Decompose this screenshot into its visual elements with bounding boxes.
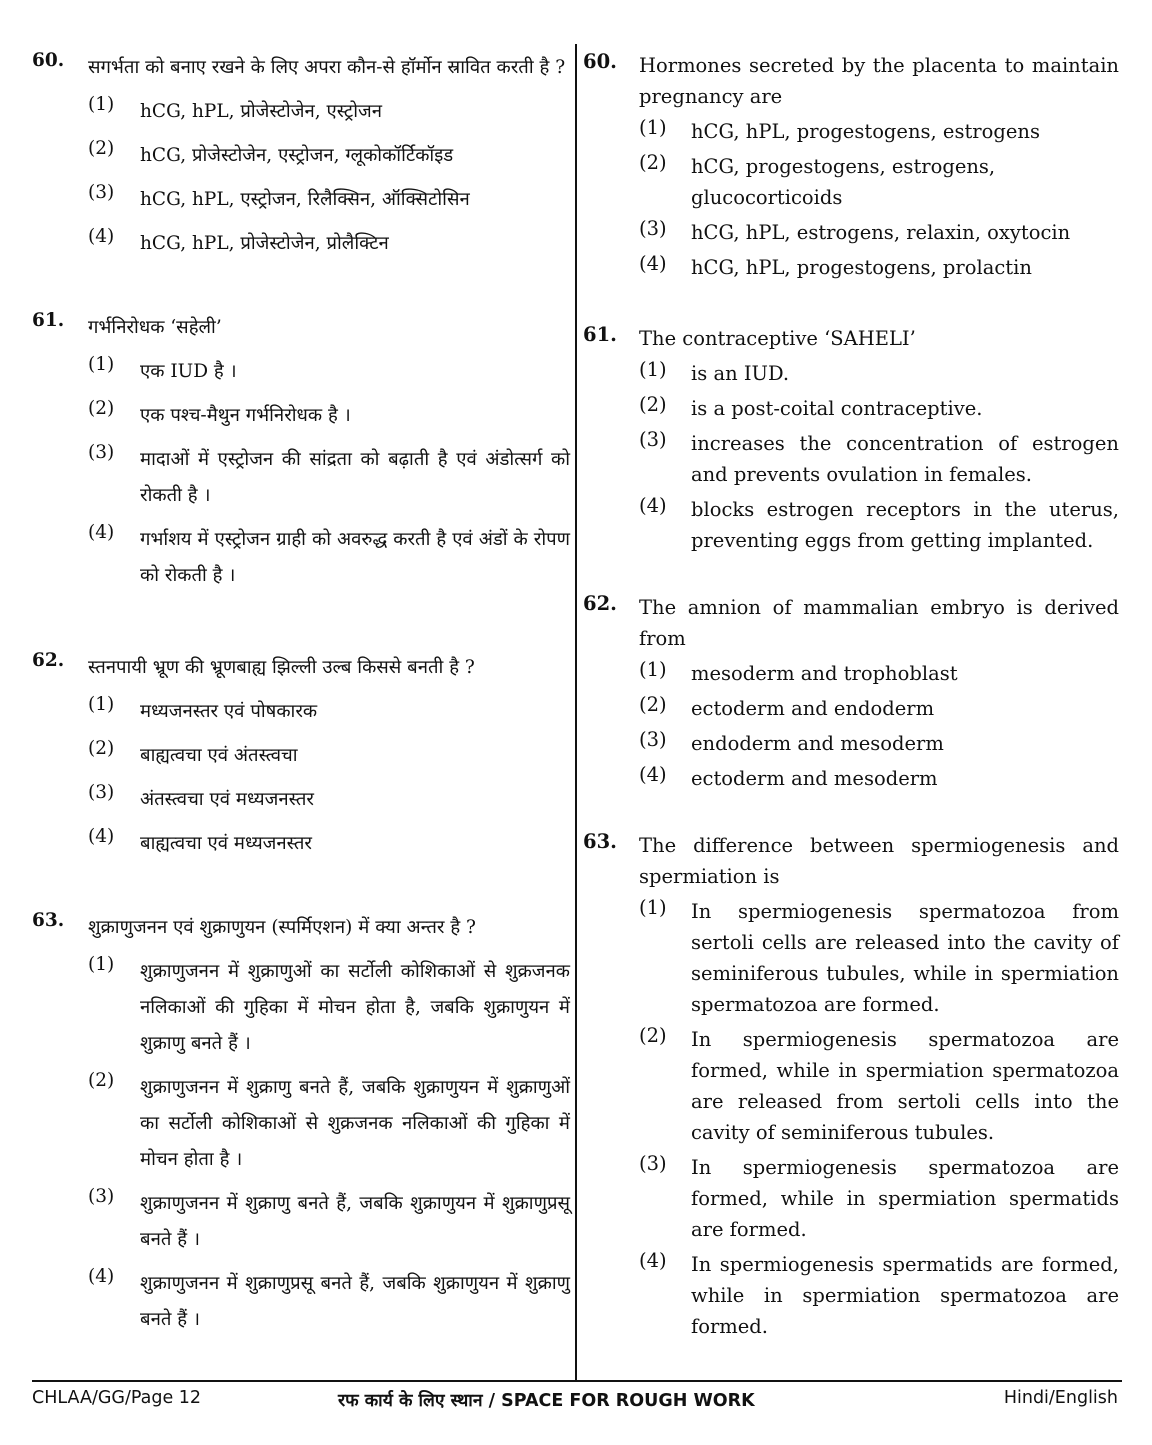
option-label: (2) <box>88 138 115 159</box>
option-3 <box>88 442 570 514</box>
question-number: 61. <box>583 323 617 346</box>
question-text: The amnion of mammalian embryo is derived from <box>639 596 1119 650</box>
language-label: Hindi/English <box>1003 1388 1118 1408</box>
question-text: गर्भनिरोधक ‘सहेली’ <box>88 317 222 338</box>
option-text: शुक्राणुजनन में शुक्राणुप्रसू बनते हैं, जबकि शुक्राणुयन में शुक्राणु बनते हैं । <box>140 1273 570 1330</box>
option-label: (1) <box>88 354 115 375</box>
option-2 <box>639 693 1119 724</box>
option-3 <box>639 1152 1119 1245</box>
option-text: एक IUD है । <box>140 361 237 382</box>
option-4 <box>639 252 1119 283</box>
option-text: is an IUD. <box>691 362 790 385</box>
option-text: increases the concentration of estrogen and prevents ovulation in females. <box>691 432 1119 486</box>
option-label: (4) <box>639 252 667 275</box>
option-label: (3) <box>88 442 115 463</box>
question-text: शुक्राणुजनन एवं शुक्राणुयन (स्पर्मिएशन) में क्या अन्तर है ? <box>88 917 476 938</box>
option-label: (1) <box>639 116 667 139</box>
option-text: hCG, hPL, progestogens, prolactin <box>691 256 1032 279</box>
option-2 <box>639 1024 1119 1148</box>
option-label: (2) <box>639 1024 667 1047</box>
option-text: गर्भाशय में एस्ट्रोजन ग्राही को अवरुद्ध करती है एवं अंडों के रोपण को रोकती है । <box>140 529 570 586</box>
option-label: (3) <box>639 217 667 240</box>
option-text: एक पश्च-मैथुन गर्भनिरोधक है । <box>140 405 351 426</box>
option-label: (4) <box>88 826 115 847</box>
option-label: (4) <box>639 1249 667 1272</box>
option-3 <box>88 182 570 218</box>
option-text: बाह्यत्वचा एवं मध्यजनस्तर <box>140 833 312 854</box>
hindi-column <box>32 50 570 1338</box>
question-60-english <box>583 50 1119 283</box>
option-text: endoderm and mesoderm <box>691 732 944 755</box>
option-label: (3) <box>639 728 667 751</box>
question-63-hindi <box>32 910 570 1338</box>
option-3 <box>639 217 1119 248</box>
option-label: (3) <box>639 428 667 451</box>
option-3 <box>639 728 1119 759</box>
option-text: शुक्राणुजनन में शुक्राणु बनते हैं, जबकि शुक्राणुयन में शुक्राणुप्रसू बनते हैं । <box>140 1193 570 1250</box>
option-1 <box>88 94 570 130</box>
option-label: (2) <box>639 151 667 174</box>
option-text: hCG, hPL, progestogens, estrogens <box>691 120 1040 143</box>
option-label: (3) <box>88 1186 115 1207</box>
rough-work-separator: / <box>482 1391 502 1411</box>
question-text: The contraceptive ‘SAHELI’ <box>639 327 916 350</box>
option-text: मध्यजनस्तर एवं पोषकारक <box>140 701 318 722</box>
question-number: 62. <box>583 592 617 615</box>
option-text: hCG, प्रोजेस्टोजेन, एस्ट्रोजन, ग्लूकोकॉर्टिकॉइड <box>140 145 454 166</box>
option-text: hCG, hPL, प्रोजेस्टोजेन, एस्ट्रोजन <box>140 101 383 122</box>
footer-rule <box>32 1380 1122 1382</box>
option-label: (3) <box>88 182 115 203</box>
column-divider <box>575 44 577 1380</box>
rough-work-hindi: रफ कार्य के लिए स्थान <box>338 1391 483 1411</box>
question-number: 61. <box>32 310 65 331</box>
rough-work-label <box>338 1388 755 1412</box>
option-4 <box>88 522 570 594</box>
option-text: hCG, hPL, estrogens, relaxin, oxytocin <box>691 221 1071 244</box>
option-label: (1) <box>88 94 115 115</box>
question-61-english <box>583 323 1119 556</box>
question-61-hindi <box>32 310 570 594</box>
question-text: Hormones secreted by the placenta to maintain pregnancy are <box>639 54 1119 108</box>
question-text: सगर्भता को बनाए रखने के लिए अपरा कौन-से हॉर्मोन स्रावित करती है ? <box>88 57 566 78</box>
question-text: स्तनपायी भ्रूण की भ्रूणबाह्य झिल्ली उल्ब किससे बनती है ? <box>88 657 475 678</box>
option-text: बाह्यत्वचा एवं अंतस्त्वचा <box>140 745 298 766</box>
option-text: अंतस्त्वचा एवं मध्यजनस्तर <box>140 789 314 810</box>
option-text: mesoderm and trophoblast <box>691 662 958 685</box>
option-text: In spermiogenesis spermatozoa are formed, while in spermiation spermatozoa are released from sertoli cells into the cavity of seminiferous tubules. <box>691 1028 1119 1144</box>
option-text: blocks estrogen receptors in the uterus, preventing eggs from getting implanted. <box>691 498 1119 552</box>
option-1 <box>88 954 570 1062</box>
option-4 <box>639 763 1119 794</box>
option-text: In spermiogenesis spermatids are formed, while in spermiation spermatozoa are formed. <box>691 1253 1119 1338</box>
option-label: (3) <box>88 782 115 803</box>
option-4 <box>639 1249 1119 1342</box>
rough-work-english: SPACE FOR ROUGH WORK <box>501 1391 755 1411</box>
option-2 <box>88 1070 570 1178</box>
option-text: In spermiogenesis spermatozoa are formed, while in spermiation spermatids are formed. <box>691 1156 1119 1241</box>
question-62-hindi <box>32 650 570 862</box>
option-2 <box>639 393 1119 424</box>
question-number: 63. <box>583 830 617 853</box>
option-2 <box>88 738 570 774</box>
option-3 <box>639 428 1119 490</box>
question-63-english <box>583 830 1119 1342</box>
english-column <box>583 50 1119 1342</box>
option-3 <box>88 782 570 818</box>
page-code: CHLAA/GG/Page 12 <box>32 1388 202 1408</box>
option-label: (2) <box>639 393 667 416</box>
option-label: (2) <box>88 738 115 759</box>
option-label: (4) <box>88 226 115 247</box>
option-label: (4) <box>88 522 115 543</box>
option-label: (2) <box>639 693 667 716</box>
option-text: मादाओं में एस्ट्रोजन की सांद्रता को बढ़ाती है एवं अंडोत्सर्ग को रोकती है । <box>140 449 570 506</box>
option-label: (1) <box>639 658 667 681</box>
option-1 <box>88 354 570 390</box>
question-60-hindi <box>32 50 570 262</box>
option-3 <box>88 1186 570 1258</box>
option-2 <box>88 398 570 434</box>
option-1 <box>639 658 1119 689</box>
option-label: (1) <box>639 358 667 381</box>
option-label: (4) <box>639 763 667 786</box>
option-1 <box>639 896 1119 1020</box>
option-text: hCG, hPL, प्रोजेस्टोजेन, प्रोलैक्टिन <box>140 233 389 254</box>
option-text: hCG, hPL, एस्ट्रोजन, रिलैक्सिन, ऑक्सिटोसिन <box>140 189 470 210</box>
question-62-english <box>583 592 1119 794</box>
option-text: ectoderm and endoderm <box>691 697 935 720</box>
page-footer <box>32 1388 1122 1418</box>
question-number: 63. <box>32 910 65 931</box>
question-text: The difference between spermiogenesis and spermiation is <box>639 834 1119 888</box>
question-number: 60. <box>32 50 65 71</box>
option-2 <box>88 138 570 174</box>
option-label: (2) <box>88 398 115 419</box>
option-label: (1) <box>88 954 115 975</box>
option-label: (4) <box>639 494 667 517</box>
option-label: (1) <box>639 896 667 919</box>
option-4 <box>88 1266 570 1338</box>
option-1 <box>639 358 1119 389</box>
option-label: (3) <box>639 1152 667 1175</box>
option-text: hCG, progestogens, estrogens, glucocorticoids <box>691 155 996 209</box>
option-4 <box>88 226 570 262</box>
option-text: In spermiogenesis spermatozoa from sertoli cells are released into the cavity of seminiferous tubules, while in spermiation spermatozoa are formed. <box>691 900 1119 1016</box>
option-4 <box>639 494 1119 556</box>
option-1 <box>88 694 570 730</box>
option-text: is a post-coital contraceptive. <box>691 397 983 420</box>
option-1 <box>639 116 1119 147</box>
option-label: (4) <box>88 1266 115 1287</box>
option-4 <box>88 826 570 862</box>
option-text: शुक्राणुजनन में शुक्राणु बनते हैं, जबकि शुक्राणुयन में शुक्राणुओं का सर्टोली कोशिकाओं से शुक्रजनक नलिकाओं की गुहिका में मोचन होता है । <box>140 1077 570 1170</box>
option-2 <box>639 151 1119 213</box>
question-number: 62. <box>32 650 65 671</box>
option-text: ectoderm and mesoderm <box>691 767 938 790</box>
option-label: (1) <box>88 694 115 715</box>
question-number: 60. <box>583 50 617 73</box>
option-text: शुक्राणुजनन में शुक्राणुओं का सर्टोली कोशिकाओं से शुक्रजनक नलिकाओं की गुहिका में मोचन होता है, जबकि शुक्राणुयन में शुक्राणु बनते हैं । <box>140 961 570 1054</box>
option-label: (2) <box>88 1070 115 1091</box>
